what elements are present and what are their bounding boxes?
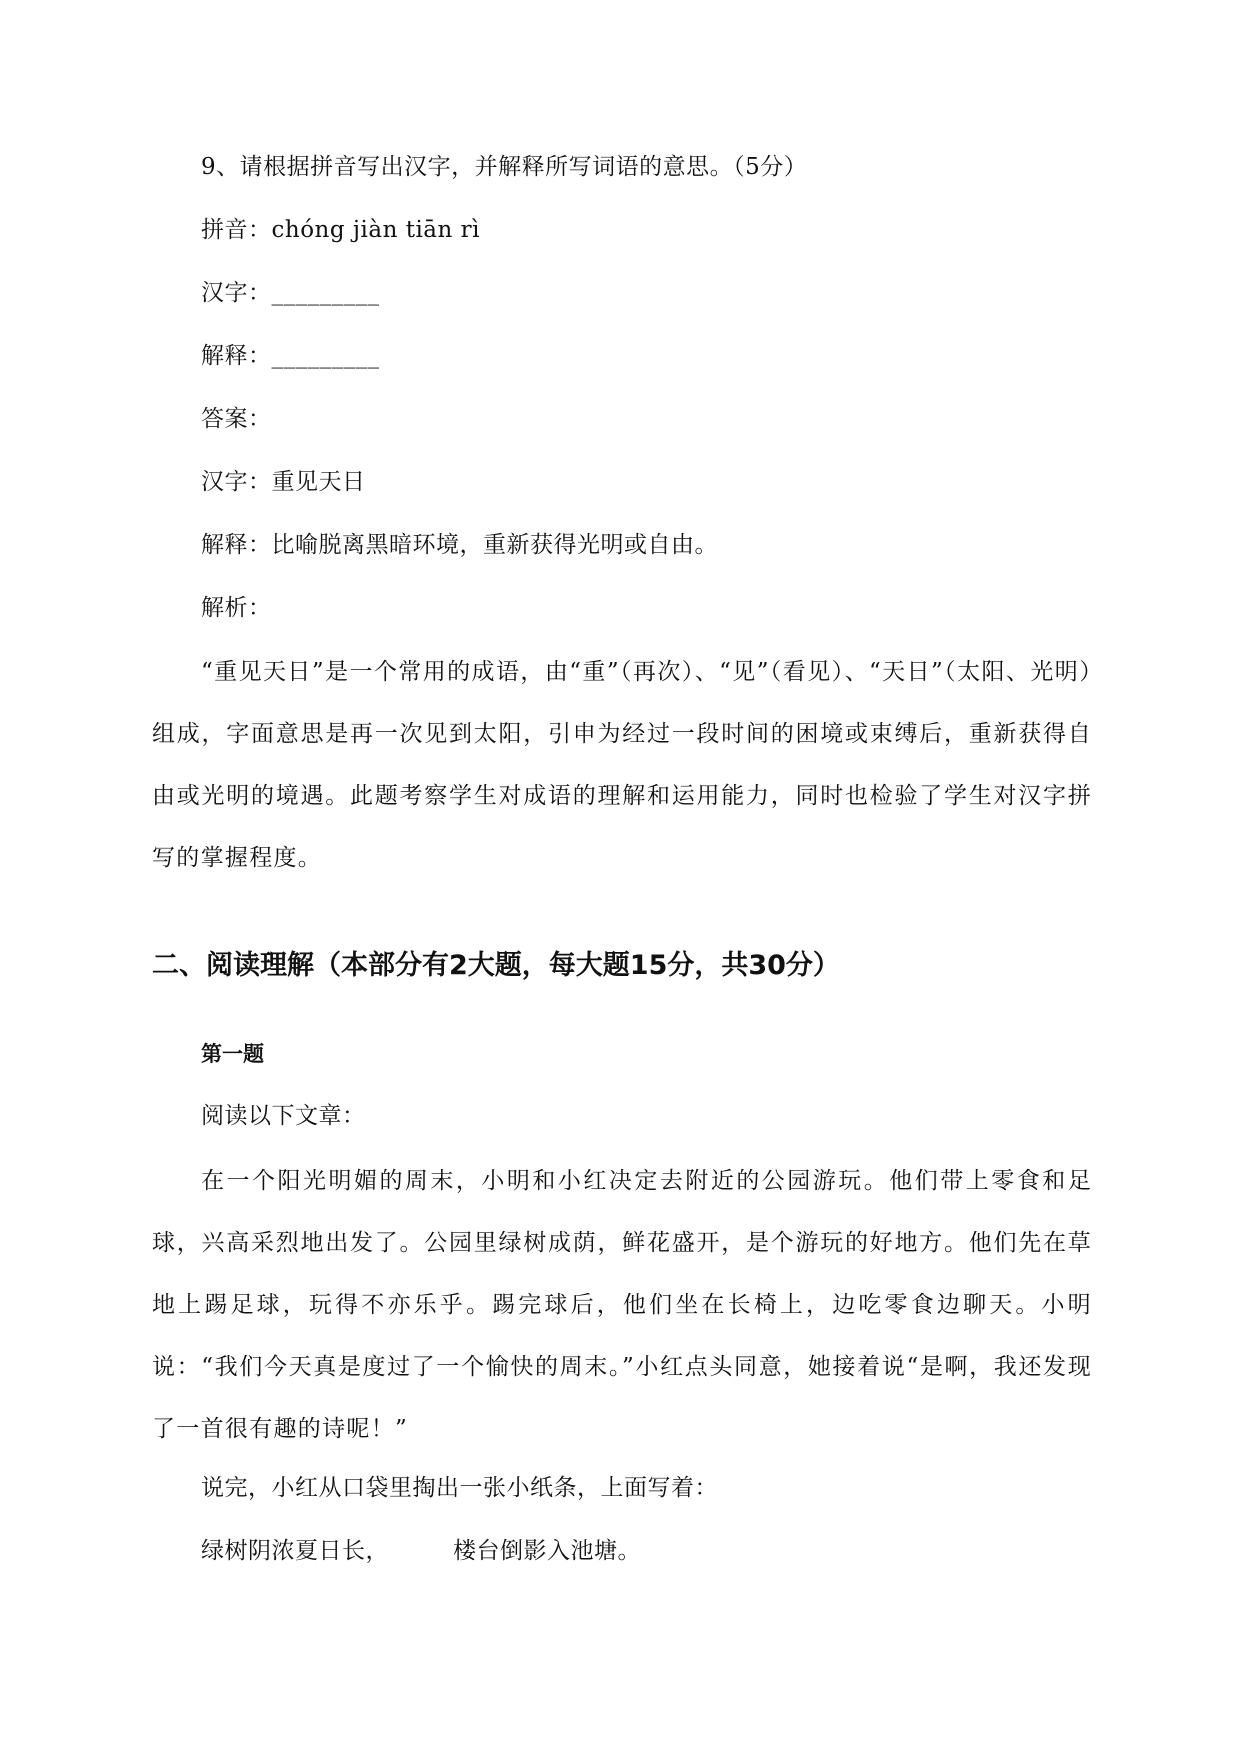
after-passage-line: 说完，小红从口袋里掏出一张小纸条，上面写着： xyxy=(201,1475,718,1501)
reading-passage: 在一个阳光明媚的周末，小明和小红决定去附近的公园游玩。他们带上零食和足球，兴高采烈地出发了。公园里绿树成荫，鲜花盛开，是个游玩的好地方。他们先在草地上踢足球，玩得不亦乐乎。踢完球后，他们坐在长椅上，边吃零食边聊天。小明说：“我们今天真是度过了一个愉快的周末。”小红点头同意，她接着说“是啊，我还发现了一首很有趣的诗呢！” xyxy=(152,1168,1092,1442)
analysis-paragraph: “重见天日”是一个常用的成语，由“重”（再次）、“见”（看见）、“天日”（太阳、光明）组成，字面意思是再一次见到太阳，引申为经过一段时间的困境或束缚后，重新获得自由或光明的境遇。此题考察学生对成语的理解和运用能力，同时也检验了学生对汉字拼写的掌握程度。 xyxy=(152,659,1092,871)
answer-hanzi: 汉字：重见天日 xyxy=(201,469,366,495)
pinyin-line: 拼音：chóng jiàn tiān rì xyxy=(201,217,480,243)
section-2-title: 二、阅读理解（本部分有2大题，每大题15分，共30分） xyxy=(152,950,840,981)
poem-line-1: 绿树阴浓夏日长， xyxy=(201,1538,389,1564)
meaning-blank-line: 解释：_________ xyxy=(201,343,380,369)
analysis-label: 解析： xyxy=(201,595,272,621)
answer-meaning: 解释：比喻脱离黑暗环境，重新获得光明或自由。 xyxy=(201,532,718,558)
question-9-prompt: 9、请根据拼音写出汉字，并解释所写词语的意思。（5分） xyxy=(201,154,808,180)
hanzi-blank-line: 汉字：_________ xyxy=(201,280,380,306)
poem-line-2: 楼台倒影入池塘。 xyxy=(453,1538,641,1564)
question-1-title: 第一题 xyxy=(201,1042,264,1066)
answer-label: 答案： xyxy=(201,406,272,432)
poem-lines xyxy=(201,1536,641,1566)
reading-intro: 阅读以下文章： xyxy=(201,1103,366,1129)
